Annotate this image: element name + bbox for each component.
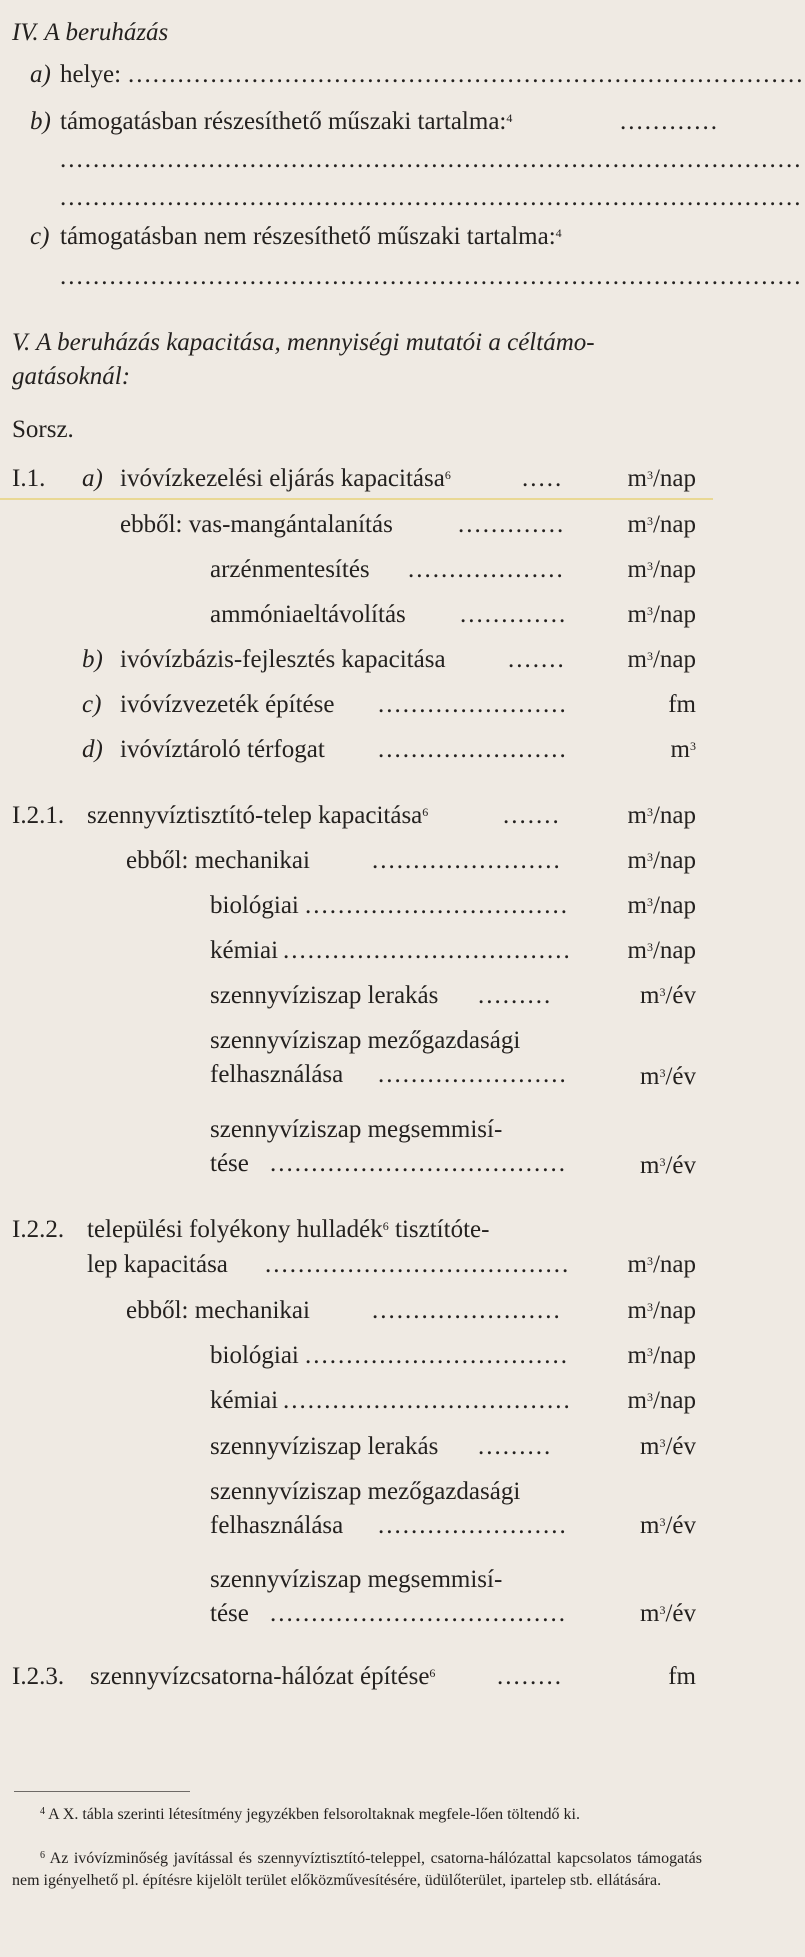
dot-leader: .......................: [378, 1512, 568, 1539]
dot-leader: .....................................: [265, 1251, 571, 1278]
unit-m3-ev: $m^3/év$: [640, 982, 696, 1009]
item-b-marker: b): [30, 108, 51, 135]
row-label: ivóvízbázis-fejlesztés kapacitása: [120, 646, 446, 673]
dot-leader: .......................: [378, 691, 568, 718]
row-label: szennyvíziszap lerakás: [210, 982, 439, 1009]
row-label: kémiai: [210, 1387, 279, 1414]
dot-leader: ................................: [305, 892, 569, 919]
row-label: szennyvíziszap megsemmisí-: [210, 1116, 503, 1143]
dot-leader: ....................................: [270, 1600, 567, 1627]
row-label: szennyvíztisztító-telep kapacitása$^6$: [87, 802, 429, 829]
unit-m3-nap: $m^3$/nap: [627, 1251, 696, 1278]
unit-m3-ev: $m^3/év$: [640, 1512, 696, 1539]
row-label: szennyvíziszap lerakás: [210, 1433, 439, 1460]
dot-leader: ................................: [305, 1342, 569, 1369]
dot-leader: ..........................................................................................: [60, 146, 803, 173]
footnote-ref: 6: [382, 1219, 389, 1233]
dot-leader: .......: [503, 802, 561, 829]
row-label: ebből: vas-mangántalanítás: [120, 511, 393, 538]
dot-leader: ....................................: [270, 1150, 567, 1177]
dot-leader: .......................: [372, 847, 562, 874]
footnote-ref: 6: [422, 805, 429, 819]
row-number: I.1.: [12, 465, 46, 492]
unit-m3-nap: $m^3$/nap: [627, 511, 696, 538]
dot-leader: ...................................: [283, 1387, 572, 1414]
item-c-text: támogatásban nem részesíthető műszaki tartalma:$^4$: [60, 223, 562, 250]
row-label: ebből: mechanikai: [126, 847, 310, 874]
dot-leader: .........: [478, 1433, 553, 1460]
unit-m3: $m^3$: [670, 736, 696, 763]
unit-m3-ev: $m^3/év$: [640, 1152, 696, 1179]
item-a-text: helye:: [60, 61, 122, 88]
dot-leader: .............: [460, 601, 568, 628]
row-label: szennyvíziszap mezőgazdasági: [210, 1027, 521, 1054]
dot-leader: .......................: [378, 1061, 568, 1088]
unit-m3-nap: $m^3$/nap: [627, 892, 696, 919]
dot-leader: ..................................................................................: [128, 61, 805, 88]
row-marker: b): [82, 646, 103, 673]
section-iv-title: IV. A beruházás: [12, 19, 169, 46]
item-a-marker: a): [30, 61, 51, 88]
unit-m3-nap: $m^3$/nap: [627, 1387, 696, 1414]
row-label: felhasználása: [210, 1512, 344, 1539]
unit-m3-nap: $m^3$/nap: [627, 937, 696, 964]
dot-leader: ...................: [408, 556, 565, 583]
row-label: tése: [210, 1150, 249, 1177]
unit-fm: fm: [668, 691, 696, 718]
dot-leader: .............: [458, 511, 566, 538]
dot-leader: ..........................................................................................: [60, 184, 803, 211]
unit-m3-ev: $m^3/év$: [640, 1433, 696, 1460]
row-label: ivóvíztároló térfogat: [120, 736, 325, 763]
row-label: biológiai: [210, 1342, 299, 1369]
row-marker: d): [82, 736, 103, 763]
unit-m3-nap: $m^3$/nap: [627, 1297, 696, 1324]
footnote-ref: 4: [555, 226, 562, 240]
footnote-6: $^6$ Az ivóvízminőség javítással és szennyvíztisztító-teleppel, csatorna-hálózattal kapcsolatos támogatás nem igényelhető pl. építésre kijelölt terület előközművesítésére, üdülőterület, ipartelep stb. ellátására.: [12, 1850, 702, 1889]
dot-leader: ..........................................................................................: [60, 263, 803, 290]
unit-m3-nap: $m^3$/nap: [627, 465, 696, 492]
unit-m3-nap: $m^3$/nap: [627, 646, 696, 673]
row-label: kémiai: [210, 937, 279, 964]
dot-leader: .......: [508, 646, 566, 673]
dot-leader: .........: [478, 982, 553, 1009]
row-marker: a): [82, 465, 103, 492]
row-label: biológiai: [210, 892, 299, 919]
row-number: I.2.2.: [12, 1216, 65, 1243]
row-label: felhasználása: [210, 1061, 344, 1088]
unit-m3-nap: $m^3$/nap: [627, 601, 696, 628]
row-number: I.2.3.: [12, 1663, 65, 1690]
footnote-divider: [14, 1791, 190, 1792]
row-marker: c): [82, 691, 102, 718]
dot-leader: .......................: [378, 736, 568, 763]
footnote-ref: 6: [444, 468, 451, 482]
unit-m3-nap: $m^3$/nap: [627, 556, 696, 583]
unit-m3-ev: $m^3/év$: [640, 1600, 696, 1627]
footnote-ref: 6: [429, 1666, 436, 1680]
section-v-title-line2: gatásoknál:: [12, 363, 131, 390]
unit-fm: fm: [668, 1663, 696, 1690]
unit-m3-nap: $m^3$/nap: [627, 802, 696, 829]
dot-leader: ........: [497, 1663, 563, 1690]
dot-leader: ...................................: [283, 937, 572, 964]
dot-leader: .......................: [372, 1297, 562, 1324]
footnote-ref: 4: [506, 111, 513, 125]
item-c-marker: c): [30, 223, 50, 250]
section-v-title-line1: V. A beruházás kapacitása, mennyiségi mutatói a céltámo-: [12, 329, 595, 356]
dot-leader: .....: [522, 465, 564, 492]
row-label: települési folyékony hulladék$^6$ tisztítóte-: [87, 1216, 490, 1243]
footnote-4: $^4$ A X. tábla szerinti létesítmény jegyzékben felsoroltaknak megfele-lően töltendő ki.: [40, 1806, 580, 1823]
row-label: lep kapacitása: [87, 1251, 228, 1278]
row-label: ebből: mechanikai: [126, 1297, 310, 1324]
unit-m3-nap: $m^3$/nap: [627, 847, 696, 874]
sorsz-header: Sorsz.: [12, 416, 74, 443]
unit-m3-nap: $m^3$/nap: [627, 1342, 696, 1369]
row-label: szennyvíziszap megsemmisí-: [210, 1566, 503, 1593]
row-number: I.2.1.: [12, 802, 65, 829]
row-label: arzénmentesítés: [210, 556, 370, 583]
dot-leader: ............: [620, 108, 719, 135]
row-label: ivóvízvezeték építése: [120, 691, 335, 718]
row-label: tése: [210, 1600, 249, 1627]
item-b-text: támogatásban részesíthető műszaki tartalma:$^4$: [60, 108, 513, 135]
unit-m3-ev: $m^3/év$: [640, 1063, 696, 1090]
row-label: ivóvízkezelési eljárás kapacitása$^6$: [120, 465, 451, 492]
highlight-line: [0, 498, 713, 500]
row-label: szennyvíziszap mezőgazdasági: [210, 1478, 521, 1505]
row-label: szennyvízcsatorna-hálózat építése$^6$: [90, 1663, 436, 1690]
row-label: ammóniaeltávolítás: [210, 601, 406, 628]
